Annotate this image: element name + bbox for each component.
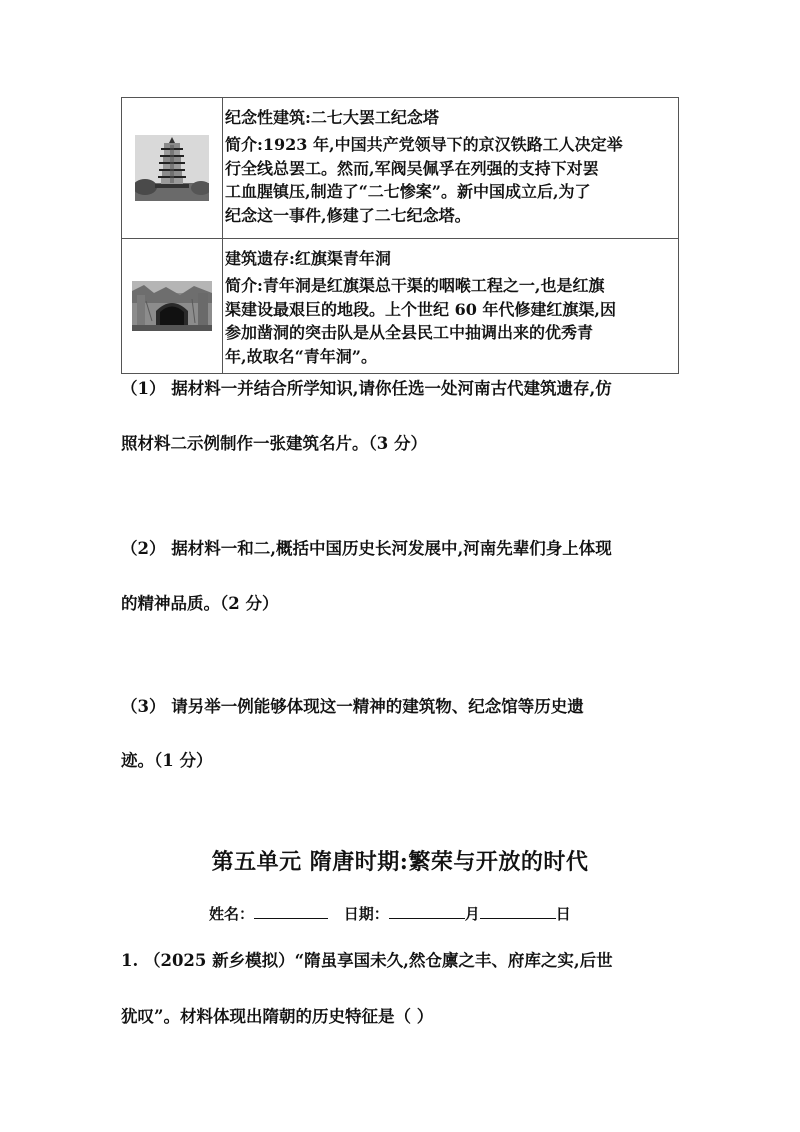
- next-question-line2: 犹叹”。材料体现出隋朝的历史特征是（ ）: [121, 1007, 434, 1026]
- next-question-line1: 1. （2025 新乡模拟）“隋虽享国未久,然仓廪之丰、府库之实,后世: [121, 951, 613, 970]
- pagoda-tower-photo: [135, 135, 209, 201]
- building-intro: [225, 274, 672, 368]
- image-cell: [122, 239, 223, 374]
- unit-title: 第五单元 隋唐时期:繁荣与开放的时代: [211, 849, 589, 875]
- table-row: [122, 239, 679, 374]
- intro-line: 渠建设最艰巨的地段。上个世纪 60 年代修建红旗渠,因: [225, 299, 616, 319]
- question-3-line1: （3） 请另举一例能够体现这一精神的建筑物、纪念馆等历史遗: [121, 697, 584, 716]
- day-label: 日: [555, 905, 571, 923]
- date-label: 日期：: [343, 905, 389, 923]
- question-2-line1: （2） 据材料一和二,概括中国历史长河发展中,河南先辈们身上体现: [121, 539, 612, 558]
- intro-line: 工血腥镇压,制造了“二七惨案”。新中国成立后,为了: [225, 182, 591, 201]
- material-table: [121, 97, 679, 374]
- question-2-line2: 的精神品质。（2 分）: [121, 594, 279, 613]
- question-3-line2: 迹。（1 分）: [121, 751, 213, 770]
- building-intro: [225, 133, 672, 227]
- image-cell: [122, 98, 223, 239]
- intro-line: 简介:青年洞是红旗渠总干渠的咽喉工程之一,也是红旗: [225, 276, 605, 295]
- intro-line: 行全线总罢工。然而,军阀吴佩孚在列强的支持下对罢: [225, 158, 599, 178]
- intro-line: 参加凿洞的突击队是从全县民工中抽调出来的优秀青: [225, 323, 594, 342]
- table-row: [122, 98, 679, 239]
- intro-line: 简介:1923 年,中国共产党领导下的京汉铁路工人决定举: [225, 135, 623, 154]
- intro-line: 年,故取名“青年洞”。: [225, 346, 377, 366]
- tunnel-cave-photo: [132, 281, 212, 331]
- name-label: 姓名：: [209, 905, 255, 923]
- intro-line: 纪念这一事件,修建了二七纪念塔。: [225, 205, 471, 225]
- building-title: 建筑遗存:红旗渠青年洞: [225, 249, 391, 268]
- name-date-line: [209, 903, 571, 924]
- question-1-line1: （1） 据材料一并结合所学知识,请你任选一处河南古代建筑遗存,仿: [121, 379, 612, 398]
- text-cell: [223, 239, 679, 374]
- building-title: 纪念性建筑:二七大罢工纪念塔: [225, 108, 439, 127]
- month-blank[interactable]: [389, 904, 465, 919]
- name-blank[interactable]: [254, 904, 328, 919]
- month-label: 月: [464, 905, 480, 923]
- text-cell: [223, 98, 679, 239]
- question-1-line2: 照材料二示例制作一张建筑名片。（3 分）: [121, 434, 427, 453]
- day-blank[interactable]: [480, 904, 556, 919]
